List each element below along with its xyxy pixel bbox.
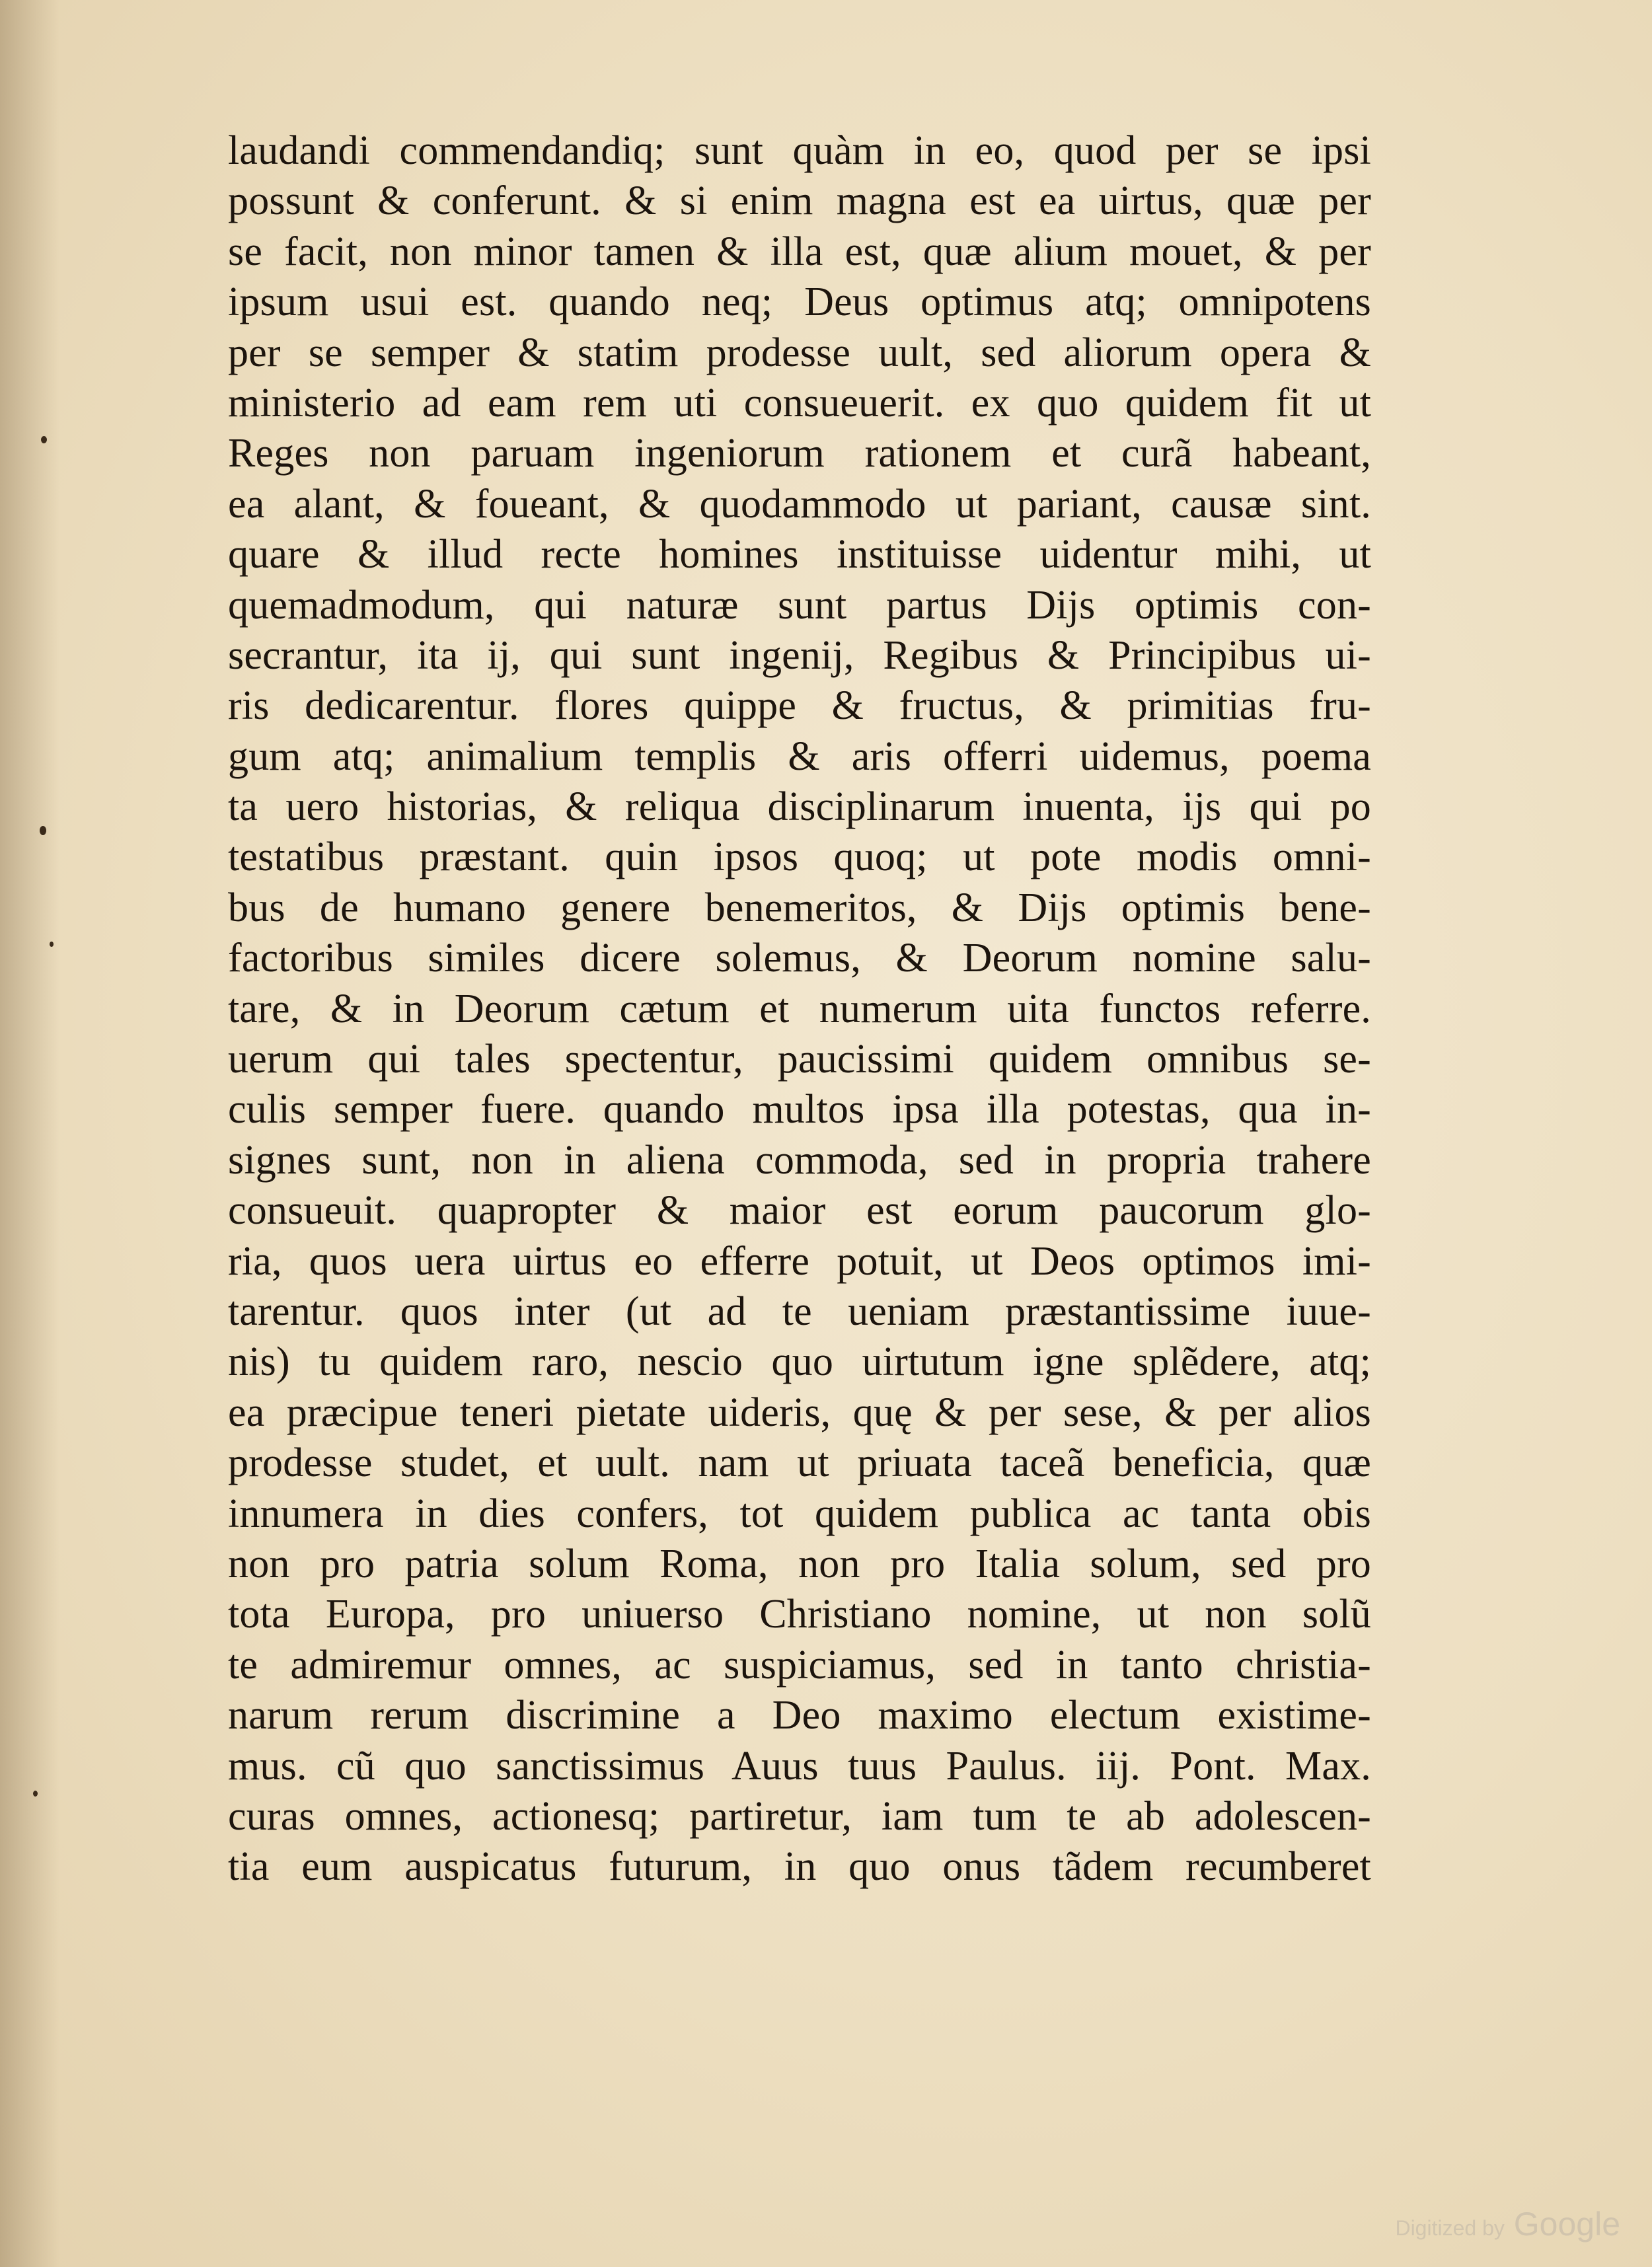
- text-line: Reges non paruam ingeniorum rationem et curã habeant,: [228, 431, 1371, 476]
- text-line: consueuit. quapropter & maior est eorum paucorum glo-: [228, 1188, 1371, 1234]
- text-line: signes sunt, non in aliena commoda, sed in propria trahere: [228, 1137, 1371, 1183]
- margin-ink-spot: [41, 436, 47, 443]
- text-line: narum rerum discrimine a Deo maximo electum existime-: [228, 1693, 1371, 1738]
- margin-ink-spot: [33, 1791, 38, 1797]
- text-line: innumera in dies confers, tot quidem publica ac tanta obis: [228, 1491, 1371, 1536]
- text-line: quemadmodum, qui naturæ sunt partus Dijs optimis con-: [228, 582, 1371, 628]
- margin-ink-spot: [40, 826, 46, 835]
- text-line: tota Europa, pro uniuerso Christiano nomine, ut non solũ: [228, 1592, 1371, 1637]
- body-text: [228, 126, 1371, 1892]
- text-line: quare & illud recte homines instituisse uidentur mihi, ut: [228, 532, 1371, 577]
- text-line: possunt & conferunt. & si enim magna est ea uirtus, quæ per: [228, 178, 1371, 224]
- text-line: testatibus præstant. quin ipsos quoq; ut pote modis omni-: [228, 835, 1371, 880]
- text-line: non pro patria solum Roma, non pro Italia solum, sed pro: [228, 1541, 1371, 1586]
- text-line: tia eum auspicatus futurum, in quo onus tãdem recumberet: [228, 1844, 1371, 1890]
- watermark-brand: Google: [1513, 2206, 1620, 2243]
- text-line: ipsum usui est. quando neq; Deus optimus atq; omnipotens: [228, 279, 1371, 325]
- margin-ink-spot: [50, 942, 54, 947]
- text-line: se facit, non minor tamen & illa est, quæ alium mouet, & per: [228, 229, 1371, 274]
- text-line: ministerio ad eam rem uti consueuerit. ex quo quidem fit ut: [228, 380, 1371, 426]
- text-line: ria, quos uera uirtus eo efferre potuit, ut Deos optimos imi-: [228, 1238, 1371, 1284]
- text-line: per se semper & statim prodesse uult, sed aliorum opera &: [228, 330, 1371, 375]
- text-line: tarentur. quos inter (ut ad te ueniam præstantissime iuue-: [228, 1288, 1371, 1334]
- text-line: ris dedicarentur. flores quippe & fructus, & primitias fru-: [228, 683, 1371, 729]
- text-line: ta uero historias, & reliqua disciplinarum inuenta, ijs qui po: [228, 784, 1371, 830]
- text-line: gum atq; animalium templis & aris offerri uidemus, poema: [228, 733, 1371, 779]
- text-line: tare, & in Deorum cætum et numerum uita functos referre.: [228, 986, 1371, 1031]
- text-line: bus de humano genere benemeritos, & Dijs optimis bene-: [228, 885, 1371, 930]
- text-line: uerum qui tales spectentur, paucissimi quidem omnibus se-: [228, 1037, 1371, 1082]
- text-line: ea alant, & foueant, & quodammodo ut pariant, causæ sint.: [228, 481, 1371, 527]
- digitized-watermark: [1395, 2205, 1620, 2243]
- watermark-prefix: Digitized by: [1395, 2216, 1505, 2240]
- text-line: mus. cũ quo sanctissimus Auus tuus Paulus. iij. Pont. Max.: [228, 1743, 1371, 1789]
- text-line: curas omnes, actionesq; partiretur, iam tum te ab adolescen-: [228, 1793, 1371, 1839]
- text-line: factoribus similes dicere solemus, & Deorum nomine salu-: [228, 936, 1371, 981]
- text-line: nis) tu quidem raro, nescio quo uirtutum igne splẽdere, atq;: [228, 1339, 1371, 1385]
- text-line: ea præcipue teneri pietate uideris, quę & per sese, & per alios: [228, 1390, 1371, 1435]
- text-line: laudandi commendandiq; sunt quàm in eo, quod per se ipsi: [228, 128, 1371, 173]
- text-line: secrantur, ita ij, qui sunt ingenij, Regibus & Principibus ui-: [228, 632, 1371, 678]
- text-line: te admiremur omnes, ac suspiciamus, sed in tanto christia-: [228, 1642, 1371, 1688]
- text-line: prodesse studet, et uult. nam ut priuata taceã beneficia, quæ: [228, 1440, 1371, 1486]
- text-line: culis semper fuere. quando multos ipsa illa potestas, qua in-: [228, 1087, 1371, 1133]
